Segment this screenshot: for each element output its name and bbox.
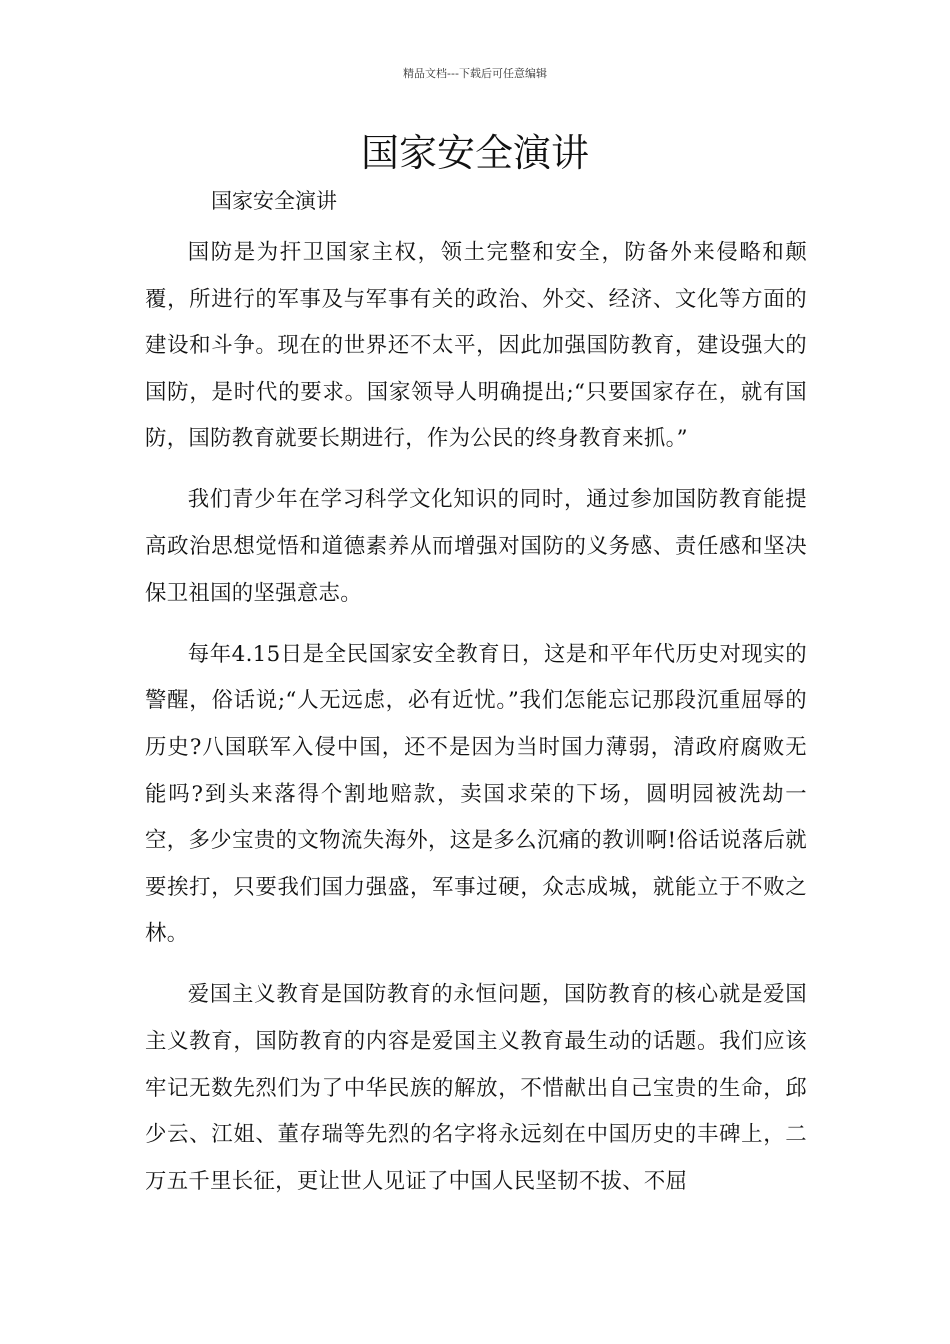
document-title: 国家安全演讲	[360, 131, 589, 175]
paragraph-youth-education: 我们青少年在学习科学文化知识的同时，通过参加国防教育能提高政治思想觉悟和道德素养从而增强对国防的义务感、责任感和坚决保卫祖国的坚强意志。	[145, 487, 807, 606]
paragraph-security-day: 每年4.15日是全民国家安全教育日，这是和平年代历史对现实的警醒，俗话说;“人无远虑，必有近忧。”我们怎能忘记那段沉重屈辱的历史?八国联军入侵中国，还不是因为当时国力薄弱，清政府腐败无能吗?到头来落得个割地赔款，卖国求荣的下场，圆明园被洗劫一空，多少宝贵的文物流失海外，这是多么沉痛的教训啊!俗话说落后就要挨打，只要我们国力强盛，军事过硬，众志成城，就能立于不败之林。	[145, 641, 807, 947]
paragraph-national-defense: 国防是为扞卫国家主权，领土完整和安全，防备外来侵略和颠覆，所进行的军事及与军事有关的政治、外交、经济、文化等方面的建设和斗争。现在的世界还不太平，因此加强国防教育，建设强大的国防，是时代的要求。国家领导人明确提出;“只要国家存在，就有国防，国防教育就要长期进行，作为公民的终身教育来抓。”	[145, 240, 807, 452]
header-note: 精品文档---下载后可任意编辑	[403, 67, 547, 80]
document-subtitle: 国家安全演讲	[211, 189, 337, 213]
document-body	[145, 230, 807, 1220]
paragraph-patriotism: 爱国主义教育是国防教育的永恒问题，国防教育的核心就是爱国主义教育，国防教育的内容是爱国主义教育最生动的话题。我们应该牢记无数先烈们为了中华民族的解放，不惜献出自己宝贵的生命，邱少云、江姐、董存瑞等先烈的名字将永远刻在中国历史的丰碑上，二万五千里长征，更让世人见证了中国人民坚韧不拔、不屈	[145, 982, 807, 1194]
